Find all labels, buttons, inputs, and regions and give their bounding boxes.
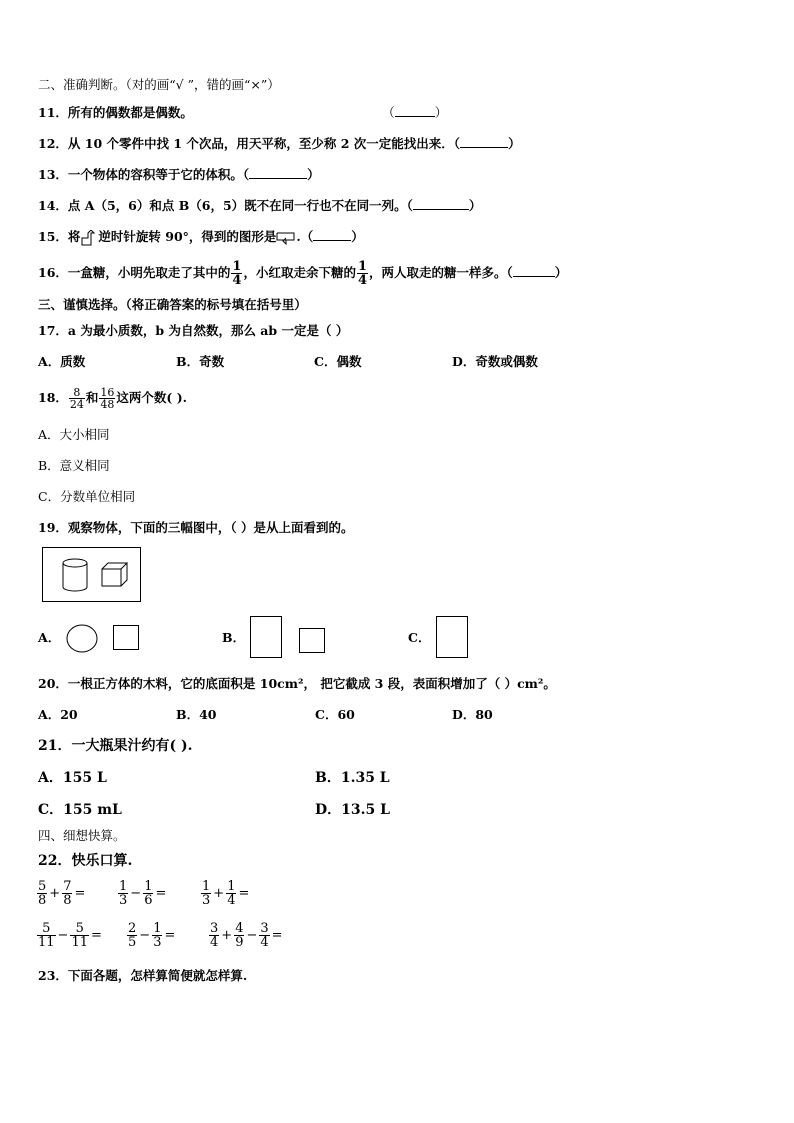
calc-2-1: $\frac{5}{11}$ − $\frac{5}{11}$ = [38, 921, 102, 950]
answer-blank-15[interactable] [313, 229, 351, 241]
q21-option-d[interactable]: D．13.5 L [315, 802, 390, 818]
q17-option-d[interactable]: D．奇数或偶数 [452, 354, 538, 369]
question-22: 22．快乐口算. [38, 853, 133, 869]
question-17: 17．a 为最小质数，b 为自然数，那么 ab 一定是（ ） [38, 323, 349, 338]
q19-option-b[interactable]: B． [222, 630, 246, 645]
q20-option-a[interactable]: A．20 [38, 707, 78, 722]
q20-option-c[interactable]: C．60 [315, 707, 355, 722]
question-13: 13．一个物体的容积等于它的体积。（ ） [38, 167, 320, 182]
calc-2-2: $\frac{2}{5}$ − $\frac{1}{3}$ = [128, 921, 176, 950]
question-23: 23．下面各题，怎样算简便就怎样算. [38, 968, 248, 983]
calc-1-2: $\frac{1}{3}$ − $\frac{1}{6}$ = [119, 879, 167, 908]
q18-option-b[interactable]: B．意义相同 [38, 458, 110, 473]
answer-blank-13[interactable] [249, 167, 307, 179]
q19-option-c[interactable]: C． [408, 630, 431, 645]
q17-option-c[interactable]: C．偶数 [314, 354, 362, 369]
fraction-one-quarter: $\frac{1}{4}$ [232, 259, 242, 288]
q18-option-a[interactable]: A．大小相同 [38, 427, 110, 442]
option-b-tall-rect-icon [250, 616, 282, 658]
q17-option-a[interactable]: A．质数 [38, 354, 86, 369]
question-12: 12．从 10 个零件中找 1 个次品，用天平称，至少称 2 次一定能找出来．（ ） [38, 136, 521, 151]
answer-blank-11[interactable] [395, 105, 435, 117]
fraction-16-48: $\frac{16}{48}$ [100, 386, 115, 411]
cylinder-icon [63, 559, 87, 591]
l-shape-original-icon [80, 230, 98, 246]
question-16: 16．一盒糖，小明先取走了其中的 $\frac{1}{4}$ ，小红取走余下糖的 $\frac{1}{4}$ ，两人取走的糖一样多。（ ） [38, 259, 568, 288]
calc-1-1: $\frac{5}{8}$ + $\frac{7}{8}$ = [38, 879, 86, 908]
q20-option-b[interactable]: B．40 [176, 707, 217, 722]
section-3-title: 三、谨慎选择。（将正确答案的标号填在括号里） [38, 297, 307, 312]
section-2-title: 二、准确判断。（对的画“√ ”，错的画“×”） [38, 77, 280, 92]
question-19: 19．观察物体，下面的三幅图中，（ ）是从上面看到的。 [38, 520, 354, 535]
fraction-8-24: $\frac{8}{24}$ [69, 386, 84, 411]
l-shape-rotated-icon [276, 230, 296, 246]
question-11: 11．所有的偶数都是偶数。 （ ） [38, 105, 448, 120]
question-20: 20．一根正方体的木料，它的底面积是 10cm²， 把它截成 3 段，表面积增加了（ ）cm²。 [38, 676, 556, 691]
option-a-square-icon [113, 625, 139, 650]
question-18: 18． $\frac{8}{24}$ 和 $\frac{16}{48}$ 这两个数( ). [38, 386, 187, 411]
q21-option-c[interactable]: C．155 mL [38, 802, 122, 818]
fraction-one-quarter-2: $\frac{1}{4}$ [357, 259, 368, 288]
question-15: 15．将 逆时针旋转 90°，得到的图形是 .（ ） [38, 229, 364, 244]
question-21: 21．一大瓶果汁约有( ). [38, 738, 193, 754]
q18-option-c[interactable]: C．分数单位相同 [38, 489, 136, 504]
question-14: 14．点 A（5，6）和点 B（6，5）既不在同一行也不在同一列。（ ） [38, 198, 482, 213]
q21-option-b[interactable]: B．1.35 L [315, 770, 390, 786]
calc-1-3: $\frac{1}{3}$ + $\frac{1}{4}$ = [202, 879, 250, 908]
answer-blank-14[interactable] [413, 198, 469, 210]
option-b-square-icon [299, 628, 325, 653]
option-c-tall-rect-icon [436, 616, 468, 658]
answer-blank-16[interactable] [513, 265, 555, 277]
q17-option-b[interactable]: B．奇数 [176, 354, 225, 369]
q21-option-a[interactable]: A．155 L [38, 770, 107, 786]
answer-blank-12[interactable] [460, 136, 508, 148]
q20-option-d[interactable]: D．80 [452, 707, 493, 722]
calc-2-3: $\frac{3}{4}$ + $\frac{4}{9}$ − $\frac{3}{4}$ = [210, 921, 283, 950]
objects-figure [42, 547, 142, 603]
section-4-title: 四、细想快算。 [38, 828, 126, 843]
q19-option-a[interactable]: A． [38, 630, 61, 645]
option-a-circle-icon [66, 624, 98, 653]
cube-icon [102, 563, 127, 586]
